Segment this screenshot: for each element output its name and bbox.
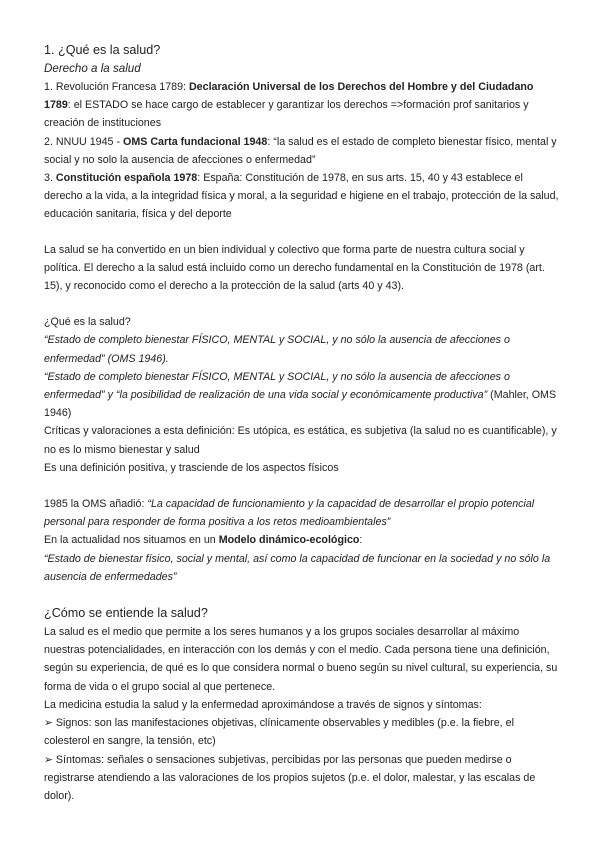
definition-mahler: “Estado de completo bienestar FÍSICO, MENTAL y SOCIAL, y no sólo la ausencia de afecciones o enfermedad” y “la posibilidad de realización de una vida social y económicamente productiva” (Mahler, OMS 1946) xyxy=(44,370,557,420)
section-subheading: Derecho a la salud xyxy=(44,62,141,75)
question-heading: ¿Qué es la salud? xyxy=(44,316,131,329)
section-heading: ¿Cómo se entiende la salud? xyxy=(44,606,208,621)
document-page xyxy=(44,41,562,805)
bullet-item: ➢ Síntomas: señales o sensaciones subjetivas, percibidas por las personas que pueden medirse o registrarse atendiendo a las valoraciones de los propios sujetos (p.e. el dolor, malestar, y las escalas de dolor). xyxy=(44,753,536,802)
positive-text: Es una definición positiva, y trasciende de los aspectos físicos xyxy=(44,461,339,474)
model-line: En la actualidad nos situamos en un Modelo dinámico-ecológico: xyxy=(44,534,363,547)
intro-text: La medicina estudia la salud y la enfermedad aproximándose a través de signos y síntomas: xyxy=(44,698,482,711)
paragraph: La salud es el medio que permite a los seres humanos y a los grupos sociales desarrollar al máximo nuestras potencialidades, en interacción con los demás y con el medio. Cada persona tiene una definición, según su experiencia, de qué es lo que considera normal o bueno según su nivel cultural, su experiencia, su forma de vida o el grupo social al que pertenece. xyxy=(44,626,558,693)
critics-text: Críticas y valoraciones a esta definición: Es utópica, es estática, es subjetiva (la salud no es cuantificable), y no es lo mismo bienestar y salud xyxy=(44,425,557,456)
list-item: 2. NNUU 1945 - OMS Carta fundacional 1948: “la salud es el estado de completo bienestar físico, mental y social y no solo la ausencia de afecciones o enfermedad” xyxy=(44,135,557,166)
definition-oms: “Estado de completo bienestar FÍSICO, MENTAL y SOCIAL, y no sólo la ausencia de afecciones o enfermedad” (OMS 1946). xyxy=(44,334,510,365)
paragraph: La salud se ha convertido en un bien individual y colectivo que forma parte de nuestra cultura social y política. El derecho a la salud está incluido como un derecho fundamental en la Constitución de 1978 (art. 15), y reconocido como el derecho a la protección de la salud (arts 40 y 43). xyxy=(44,243,545,293)
oms-addition: 1985 la OMS añadió: “La capacidad de funcionamiento y la capacidad de desarrollar el propio potencial personal para responder de forma positiva a los retos medioambientales” xyxy=(44,498,535,529)
model-definition: “Estado de bienestar físico, social y mental, así como la capacidad de funcionar en la sociedad y no sólo la ausencia de enfermedades” xyxy=(44,552,551,583)
list-item: 1. Revolución Francesa 1789: Declaración Universal de los Derechos del Hombre y del Ciudadano 1789: el ESTADO se hace cargo de establecer y garantizar los derechos =>formación prof sanitarios y creación de instituciones xyxy=(44,81,534,130)
bullet-item: ➢ Signos: son las manifestaciones objetivas, clínicamente observables y medibles (p.e. la fiebre, el colesterol en sangre, la tensión, etc) xyxy=(44,717,514,748)
section-heading: 1. ¿Qué es la salud? xyxy=(44,43,161,57)
list-item: 3. Constitución española 1978: España: Constitución de 1978, en sus arts. 15, 40 y 43 establece el derecho a la vida, a la integridad física y moral, a la seguridad e higiene en el trabajo, protección de la salud, educación sanitaria, física y del deporte xyxy=(44,172,559,221)
